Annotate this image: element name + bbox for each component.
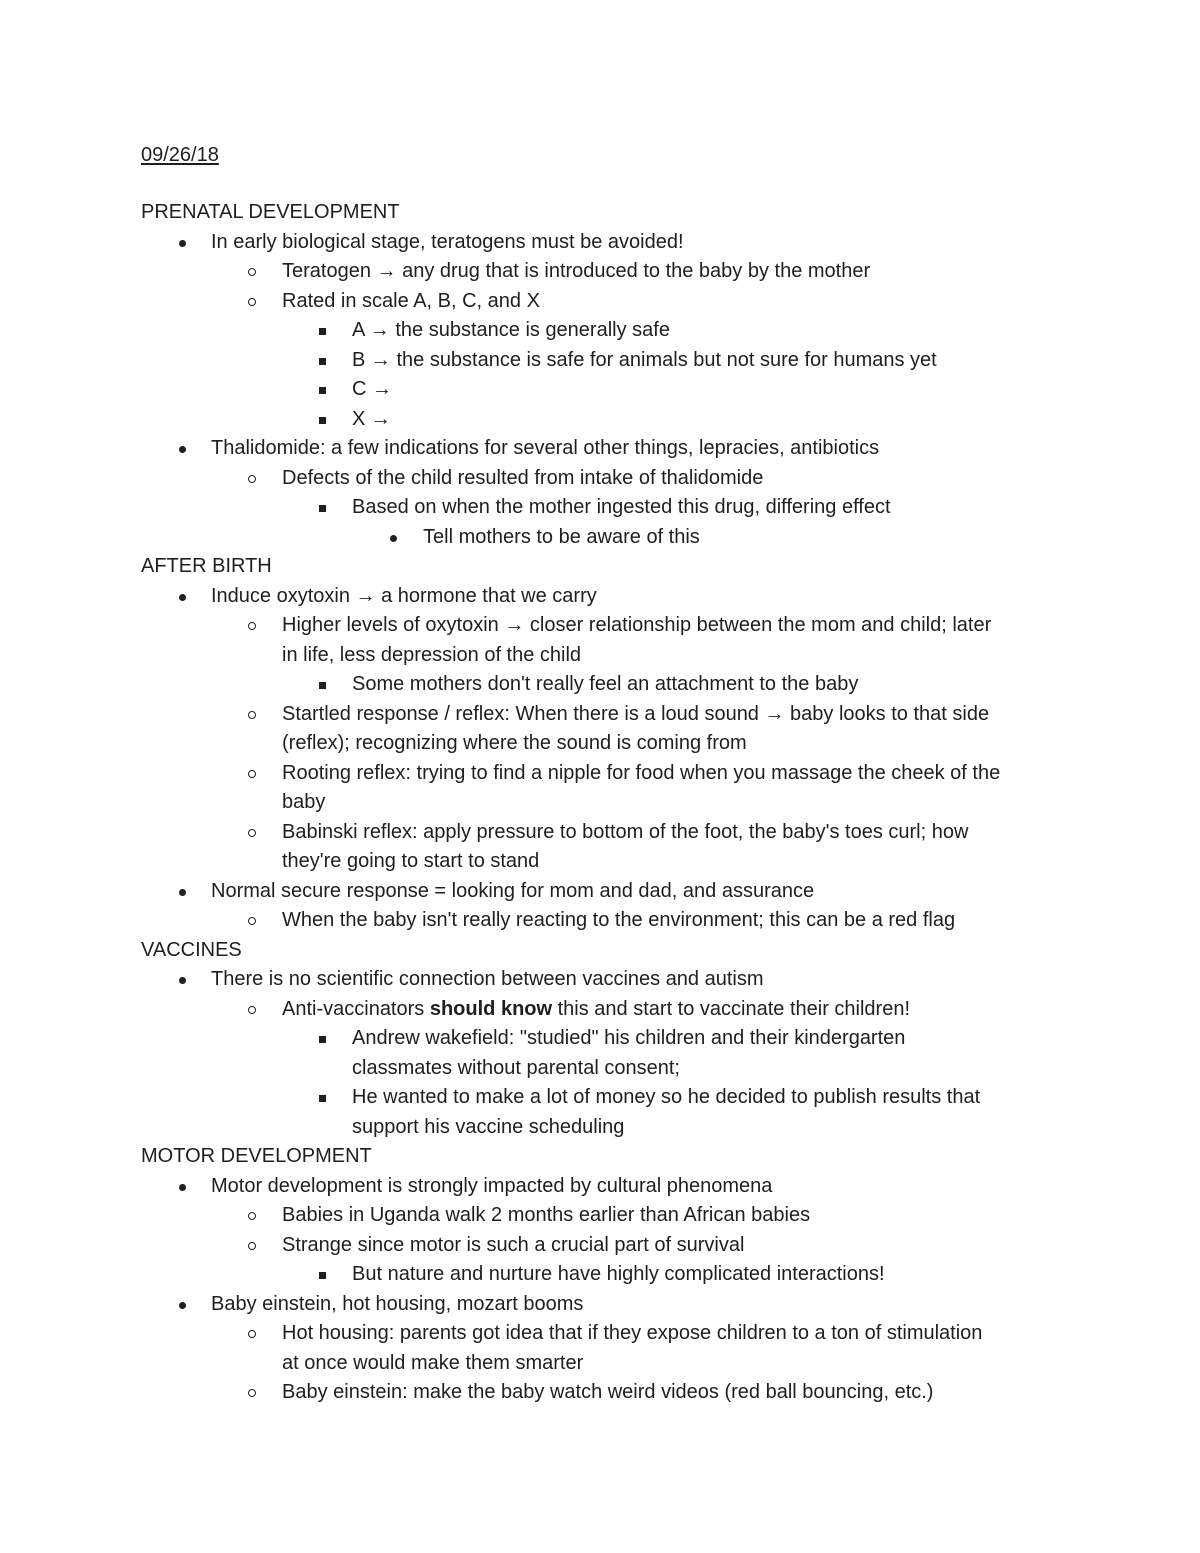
list-item xyxy=(0,906,1200,936)
list-item xyxy=(0,877,1200,907)
list-item xyxy=(0,582,1200,612)
list-item xyxy=(0,965,1200,995)
text-segment: this and start to vaccinate their children! xyxy=(552,997,911,1020)
list-item-text: Defects of the child resulted from intake of thalidomide xyxy=(282,466,764,489)
square-bullet-icon xyxy=(318,375,328,405)
list-item xyxy=(0,346,1200,376)
hollow-circle-bullet-icon xyxy=(248,1319,258,1349)
list-item-text: at once would make them smarter xyxy=(282,1351,584,1374)
bold-emphasis: should know xyxy=(429,997,553,1020)
list-item-text: Induce oxytoxin → a hormone that we carry xyxy=(211,584,597,607)
list-item xyxy=(0,611,1200,641)
list-item-text: Some mothers don't really feel an attachment to the baby xyxy=(352,673,859,695)
list-item-text: Thalidomide: a few indications for several other things, lepracies, antibiotics xyxy=(211,437,880,459)
list-item-text: Motor development is strongly impacted by cultural phenomena xyxy=(211,1174,773,1197)
list-item-text: But nature and nurture have highly complicated interactions! xyxy=(352,1263,885,1285)
section-heading xyxy=(0,936,1200,966)
list-item-text xyxy=(282,995,910,1025)
list-item-text: Rooting reflex: trying to find a nipple for food when you massage the cheek of the xyxy=(282,761,1001,784)
hollow-circle-bullet-icon xyxy=(248,1231,258,1261)
list-item xyxy=(0,818,1200,848)
square-bullet-icon xyxy=(318,405,328,435)
list-item-continuation xyxy=(0,788,1200,818)
list-item xyxy=(0,1172,1200,1202)
filled-circle-bullet-icon xyxy=(178,582,188,612)
list-item-text: A → the substance is generally safe xyxy=(352,319,670,341)
list-item-text: Based on when the mother ingested this drug, differing effect xyxy=(352,496,891,518)
list-item xyxy=(0,700,1200,730)
list-item-text: Rated in scale A, B, C, and X xyxy=(282,289,540,312)
list-item-text: Teratogen → any drug that is introduced to the baby by the mother xyxy=(282,260,871,282)
list-item-text: Tell mothers to be aware of this xyxy=(423,525,700,548)
list-item xyxy=(0,257,1200,287)
list-item xyxy=(0,1231,1200,1261)
list-item xyxy=(0,1319,1200,1349)
square-bullet-icon xyxy=(318,316,328,346)
list-item-text: There is no scientific connection between vaccines and autism xyxy=(211,968,764,990)
hollow-circle-bullet-icon xyxy=(248,700,258,730)
filled-circle-bullet-icon xyxy=(178,228,188,258)
list-item-text: B → the substance is safe for animals but not sure for humans yet xyxy=(352,348,937,371)
list-item-continuation xyxy=(0,641,1200,671)
square-bullet-icon xyxy=(318,1083,328,1113)
list-item-text: In early biological stage, teratogens must be avoided! xyxy=(211,230,684,253)
list-item-text: Hot housing: parents got idea that if they expose children to a ton of stimulation xyxy=(282,1322,983,1344)
filled-circle-bullet-icon xyxy=(178,434,188,464)
section-heading xyxy=(0,552,1200,582)
list-item-continuation xyxy=(0,1349,1200,1379)
list-item-text: classmates without parental consent; xyxy=(352,1056,680,1079)
filled-circle-bullet-icon xyxy=(178,1172,188,1202)
list-item xyxy=(0,1083,1200,1113)
filled-circle-bullet-icon xyxy=(178,1290,188,1320)
filled-circle-bullet-icon xyxy=(178,965,188,995)
square-bullet-icon xyxy=(318,1260,328,1290)
list-item-text: Baby einstein, hot housing, mozart booms xyxy=(211,1292,584,1315)
hollow-circle-bullet-icon xyxy=(248,1201,258,1231)
list-item-text: baby xyxy=(282,791,326,813)
list-item-text: Strange since motor is such a crucial part of survival xyxy=(282,1233,745,1256)
filled-circle-bullet-icon xyxy=(389,523,399,553)
list-item-text: Startled response / reflex: When there is a loud sound → baby looks to that side xyxy=(282,702,990,725)
list-item xyxy=(0,1201,1200,1231)
section-title: MOTOR DEVELOPMENT xyxy=(141,1145,372,1167)
list-item-continuation xyxy=(0,1054,1200,1084)
list-item xyxy=(0,523,1200,553)
list-item xyxy=(0,670,1200,700)
list-item xyxy=(0,1290,1200,1320)
square-bullet-icon xyxy=(318,1024,328,1054)
list-item-text: C → xyxy=(352,378,392,400)
text-segment: Anti-vaccinators xyxy=(282,997,430,1020)
section-title: PRENATAL DEVELOPMENT xyxy=(141,201,400,223)
list-item-text: Higher levels of oxytoxin → closer relationship between the mom and child; later xyxy=(282,614,992,636)
list-item-text: Andrew wakefield: "studied" his children and their kindergarten xyxy=(352,1027,906,1049)
square-bullet-icon xyxy=(318,670,328,700)
notes-list xyxy=(0,198,1200,1408)
list-item-continuation xyxy=(0,1113,1200,1143)
hollow-circle-bullet-icon xyxy=(248,818,258,848)
list-item xyxy=(0,493,1200,523)
list-item-text: support his vaccine scheduling xyxy=(352,1115,625,1138)
list-item-text: in life, less depression of the child xyxy=(282,643,582,666)
list-item xyxy=(0,287,1200,317)
list-item-text: Babinski reflex: apply pressure to bottom of the foot, the baby's toes curl; how xyxy=(282,820,969,843)
hollow-circle-bullet-icon xyxy=(248,257,258,287)
section-title: VACCINES xyxy=(141,938,242,961)
filled-circle-bullet-icon xyxy=(178,877,188,907)
list-item xyxy=(0,434,1200,464)
hollow-circle-bullet-icon xyxy=(248,611,258,641)
list-item xyxy=(0,1024,1200,1054)
hollow-circle-bullet-icon xyxy=(248,464,258,494)
list-item xyxy=(0,995,1200,1025)
section-heading xyxy=(0,1142,1200,1172)
list-item xyxy=(0,1260,1200,1290)
list-item xyxy=(0,375,1200,405)
list-item-text: (reflex); recognizing where the sound is coming from xyxy=(282,732,747,754)
list-item-text: When the baby isn't really reacting to the environment; this can be a red flag xyxy=(282,909,956,931)
list-item-text: they're going to start to stand xyxy=(282,850,540,872)
hollow-circle-bullet-icon xyxy=(248,759,258,789)
list-item xyxy=(0,316,1200,346)
hollow-circle-bullet-icon xyxy=(248,1378,258,1408)
list-item-continuation xyxy=(0,847,1200,877)
section-heading xyxy=(0,198,1200,228)
hollow-circle-bullet-icon xyxy=(248,287,258,317)
list-item-text: Babies in Uganda walk 2 months earlier than African babies xyxy=(282,1204,811,1226)
list-item xyxy=(0,228,1200,258)
square-bullet-icon xyxy=(318,346,328,376)
list-item-text: X → xyxy=(352,407,391,430)
hollow-circle-bullet-icon xyxy=(248,906,258,936)
section-title: AFTER BIRTH xyxy=(141,555,272,577)
date-heading: 09/26/18 xyxy=(141,144,219,166)
list-item xyxy=(0,1378,1200,1408)
list-item-text: He wanted to make a lot of money so he decided to publish results that xyxy=(352,1086,981,1108)
list-item-text: Normal secure response = looking for mom and dad, and assurance xyxy=(211,879,815,902)
list-item xyxy=(0,405,1200,435)
hollow-circle-bullet-icon xyxy=(248,995,258,1025)
list-item xyxy=(0,464,1200,494)
list-item xyxy=(0,759,1200,789)
list-item-continuation xyxy=(0,729,1200,759)
list-item-text: Baby einstein: make the baby watch weird videos (red ball bouncing, etc.) xyxy=(282,1381,934,1403)
square-bullet-icon xyxy=(318,493,328,523)
